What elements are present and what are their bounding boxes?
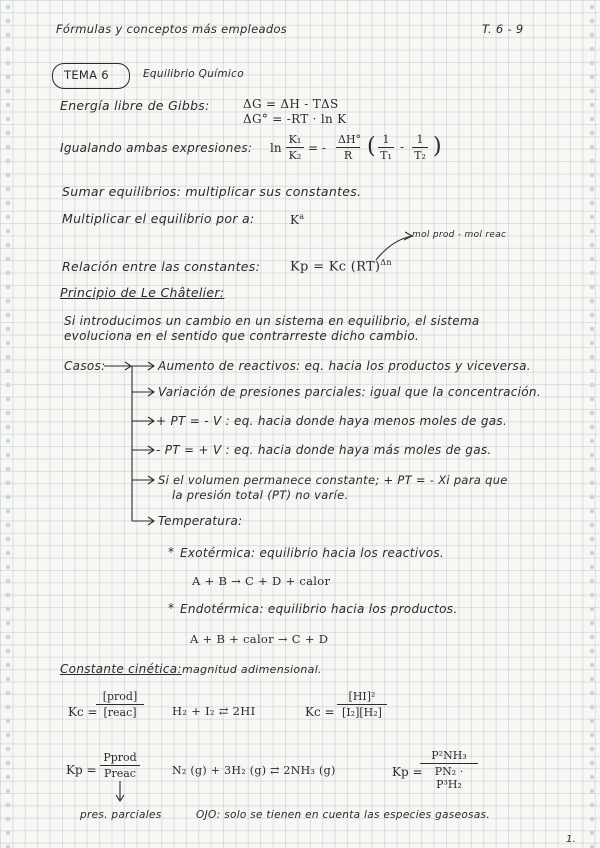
kp-numerator: Pprod — [100, 751, 140, 766]
case-1: Aumento de reactivos: eq. hacia los productos y viceversa. — [158, 359, 531, 373]
kc2-label: Kc = — [305, 705, 335, 719]
sum-rule: Sumar equilibrios: multiplicar sus constantes. — [62, 184, 362, 199]
one-t1-num: 1 — [378, 133, 394, 148]
relation-exp: Δn — [380, 258, 392, 267]
lechatelier-line1: Si introducimos un cambio en un sistema en equilibrio, el sistema — [64, 314, 480, 328]
left-paren: ( — [367, 134, 376, 159]
page-number: 1. — [566, 834, 577, 845]
relation-label: Relación entre las constantes: — [62, 259, 261, 274]
k2: K₂ — [288, 149, 302, 162]
topic-name: Equilibrio Químico — [143, 68, 244, 80]
right-paren: ) — [433, 134, 442, 159]
case-3: + PT = - V : eq. hacia donde haya menos moles de gas. — [156, 414, 508, 428]
lechatelier-line2: evoluciona en el sentido que contrarreste dicho cambio. — [64, 329, 420, 343]
case-6: Temperatura: — [158, 514, 243, 528]
t2: T₂ — [414, 149, 426, 162]
pres-parciales-label: pres. parciales — [80, 809, 162, 821]
one-t2-num: 1 — [412, 133, 428, 148]
kp-label: Kp = — [66, 763, 97, 777]
kp2-denominator: PN₂ · P³H₂ — [434, 765, 464, 791]
kc2-denominator: [I₂][H₂] — [342, 706, 382, 719]
reaction-nh3: N₂ (g) + 3H₂ (g) ⇄ 2NH₃ (g) — [172, 764, 336, 777]
kc-numerator: [prod] — [96, 690, 144, 705]
lechatelier-title: Principio de Le Châtelier: — [60, 285, 225, 300]
kinetic-desc: magnitud adimensional. — [182, 663, 322, 676]
multiply-exp: a — [299, 212, 305, 221]
minus-sign: - — [400, 140, 405, 154]
kp-denominator: Preac — [104, 767, 136, 780]
kc2-numerator: [HI]² — [337, 690, 387, 705]
kp2-label: Kp = — [392, 765, 423, 779]
delta-n-note: mol prod - mol reac — [412, 230, 507, 240]
exothermic-equation: A + B → C + D + calor — [192, 574, 331, 588]
case-5-continuation: la presión total (PT) no varíe. — [172, 488, 349, 502]
equating-rhs-eq: = - — [308, 141, 326, 155]
delta-n-arrow — [376, 236, 412, 260]
gas-constant-r: R — [343, 149, 353, 162]
exo-bullet: * — [168, 545, 175, 559]
gibbs-eq1: ΔG = ΔH - TΔS — [243, 97, 339, 111]
cases-label: Casos: — [64, 359, 106, 373]
multiply-rule: Multiplicar el equilibrio por a: — [62, 211, 255, 226]
endothermic-label: Endotérmica: equilibrio hacia los productos. — [180, 602, 458, 616]
case-2: Variación de presiones parciales: igual que la concentración. — [158, 385, 541, 399]
topic-tag: TEMA 6 — [64, 68, 109, 82]
gibbs-label: Energía libre de Gibbs: — [60, 98, 210, 113]
multiply-k: K — [290, 213, 300, 227]
obs-note: OJO: solo se tienen en cuenta las especies gaseosas. — [196, 809, 490, 821]
page-header-title: Fórmulas y conceptos más empleados — [56, 22, 288, 36]
page-header-pages: T. 6 - 9 — [482, 22, 524, 36]
relation-kp-kc: Kp = Kc (RT) — [290, 259, 381, 275]
exothermic-label: Exotérmica: equilibrio hacia los reactivos. — [180, 546, 445, 560]
k1: K₁ — [286, 133, 304, 148]
t1: T₁ — [380, 149, 392, 162]
case-4: - PT = + V : eq. hacia donde haya más moles de gas. — [156, 443, 492, 457]
kp2-numerator: P²NH₃ — [420, 749, 478, 764]
kc-denominator: [reac] — [103, 706, 137, 719]
endothermic-equation: A + B + calor → C + D — [190, 632, 329, 646]
delta-h: ΔH° — [338, 133, 362, 146]
delta-n-arrowhead — [404, 232, 412, 240]
kinetic-title: Constante cinética: — [60, 662, 182, 676]
gibbs-eq2: ΔG° = -RT · ln K — [243, 112, 347, 126]
ln-label: ln — [270, 141, 282, 155]
kc-label: Kc = — [68, 705, 98, 719]
equating-label: Igualando ambas expresiones: — [60, 141, 253, 155]
endo-bullet: * — [168, 601, 175, 615]
reaction-hi: H₂ + I₂ ⇄ 2HI — [172, 704, 256, 718]
case-5: Si el volumen permanece constante; + PT = - Xi para que — [158, 473, 508, 487]
